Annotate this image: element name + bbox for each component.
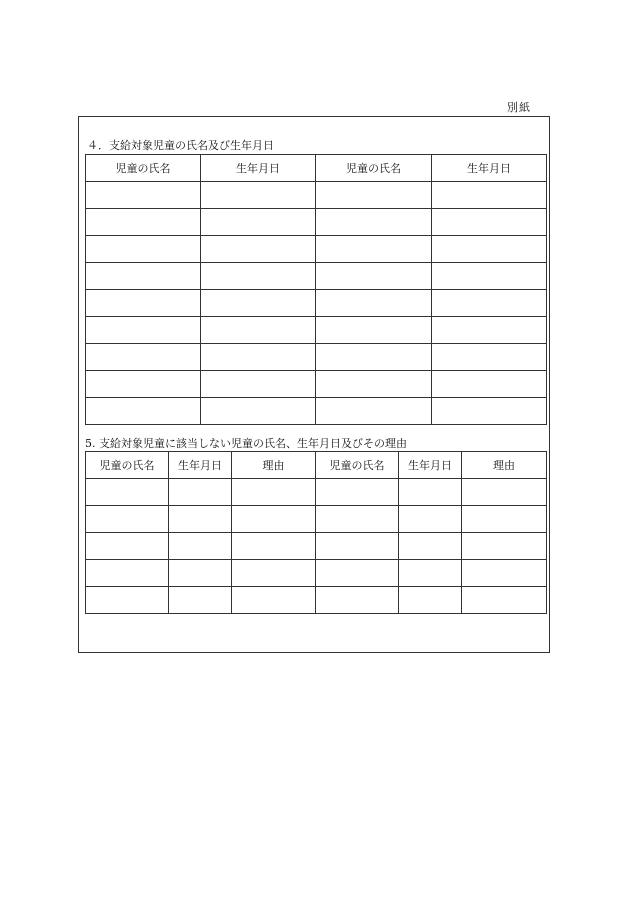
column-header-child-name: 児童の氏名 xyxy=(316,155,432,182)
table-cell[interactable] xyxy=(201,263,316,290)
table-cell[interactable] xyxy=(432,263,547,290)
table-cell[interactable] xyxy=(86,209,201,236)
table-header-row xyxy=(86,452,547,479)
table-cell[interactable] xyxy=(86,344,201,371)
table-cell[interactable] xyxy=(462,506,547,533)
table-row xyxy=(86,317,547,344)
column-header-birthdate: 生年月日 xyxy=(201,155,316,182)
table-cell[interactable] xyxy=(86,587,169,614)
table-cell[interactable] xyxy=(432,344,547,371)
table-cell[interactable] xyxy=(316,344,432,371)
table-cell[interactable] xyxy=(462,560,547,587)
table-cell[interactable] xyxy=(86,560,169,587)
table-cell[interactable] xyxy=(201,317,316,344)
table-cell[interactable] xyxy=(399,506,462,533)
column-header-reason: 理由 xyxy=(462,452,547,479)
table-cell[interactable] xyxy=(462,533,547,560)
table-cell[interactable] xyxy=(432,398,547,425)
table-body xyxy=(86,182,547,425)
column-header-birthdate: 生年月日 xyxy=(169,452,232,479)
table-cell[interactable] xyxy=(316,290,432,317)
attachment-label: 別紙 xyxy=(507,101,531,114)
table-cell[interactable] xyxy=(399,533,462,560)
form-frame xyxy=(78,116,550,653)
column-header-reason: 理由 xyxy=(232,452,316,479)
table-cell[interactable] xyxy=(201,398,316,425)
table-cell[interactable] xyxy=(316,182,432,209)
table-cell[interactable] xyxy=(86,236,201,263)
table-cell[interactable] xyxy=(316,236,432,263)
column-header-child-name: 児童の氏名 xyxy=(86,155,201,182)
table-cell[interactable] xyxy=(316,587,399,614)
table-cell[interactable] xyxy=(169,560,232,587)
table-cell[interactable] xyxy=(432,371,547,398)
section-5-title: 5. 支給対象児童に該当しない児童の氏名、生年月日及びその理由 xyxy=(85,437,407,450)
table-cell[interactable] xyxy=(232,587,316,614)
table-cell[interactable] xyxy=(432,317,547,344)
table-row xyxy=(86,371,547,398)
table-cell[interactable] xyxy=(86,263,201,290)
table-cell[interactable] xyxy=(201,182,316,209)
table-cell[interactable] xyxy=(232,560,316,587)
table-cell[interactable] xyxy=(169,533,232,560)
column-header-child-name: 児童の氏名 xyxy=(86,452,169,479)
table-cell[interactable] xyxy=(316,398,432,425)
table-cell[interactable] xyxy=(169,587,232,614)
ineligible-children-table xyxy=(85,451,547,614)
column-header-birthdate: 生年月日 xyxy=(399,452,462,479)
section-4-title: ４．支給対象児童の氏名及び生年月日 xyxy=(87,139,274,152)
column-header-birthdate: 生年月日 xyxy=(432,155,547,182)
table-cell[interactable] xyxy=(169,506,232,533)
table-row xyxy=(86,236,547,263)
table-cell[interactable] xyxy=(201,236,316,263)
table-cell[interactable] xyxy=(201,209,316,236)
table-row xyxy=(86,479,547,506)
table-cell[interactable] xyxy=(399,587,462,614)
table-row xyxy=(86,290,547,317)
table-cell[interactable] xyxy=(86,533,169,560)
table-cell[interactable] xyxy=(316,533,399,560)
table-cell[interactable] xyxy=(201,290,316,317)
table-row xyxy=(86,560,547,587)
table-row xyxy=(86,182,547,209)
table-cell[interactable] xyxy=(316,371,432,398)
table-cell[interactable] xyxy=(86,371,201,398)
table-header-row xyxy=(86,155,547,182)
table-cell[interactable] xyxy=(432,209,547,236)
table-cell[interactable] xyxy=(399,560,462,587)
table-cell[interactable] xyxy=(201,371,316,398)
table-cell[interactable] xyxy=(232,506,316,533)
table-cell[interactable] xyxy=(432,236,547,263)
table-cell[interactable] xyxy=(232,533,316,560)
table-cell[interactable] xyxy=(86,290,201,317)
table-cell[interactable] xyxy=(432,290,547,317)
table-cell[interactable] xyxy=(86,317,201,344)
table-row xyxy=(86,344,547,371)
table-cell[interactable] xyxy=(316,209,432,236)
column-header-child-name: 児童の氏名 xyxy=(316,452,399,479)
table-row xyxy=(86,533,547,560)
table-row xyxy=(86,263,547,290)
table-row xyxy=(86,506,547,533)
table-body xyxy=(86,479,547,614)
table-cell[interactable] xyxy=(462,587,547,614)
table-cell[interactable] xyxy=(169,479,232,506)
table-cell[interactable] xyxy=(316,479,399,506)
eligible-children-table xyxy=(85,154,547,425)
table-cell[interactable] xyxy=(86,479,169,506)
table-cell[interactable] xyxy=(399,479,462,506)
table-cell[interactable] xyxy=(86,182,201,209)
table-row xyxy=(86,398,547,425)
table-cell[interactable] xyxy=(316,317,432,344)
table-row xyxy=(86,587,547,614)
table-cell[interactable] xyxy=(316,560,399,587)
table-cell[interactable] xyxy=(86,506,169,533)
table-row xyxy=(86,209,547,236)
table-cell[interactable] xyxy=(316,263,432,290)
table-cell[interactable] xyxy=(201,344,316,371)
table-cell[interactable] xyxy=(432,182,547,209)
table-cell[interactable] xyxy=(86,398,201,425)
table-cell[interactable] xyxy=(316,506,399,533)
table-cell[interactable] xyxy=(232,479,316,506)
table-cell[interactable] xyxy=(462,479,547,506)
